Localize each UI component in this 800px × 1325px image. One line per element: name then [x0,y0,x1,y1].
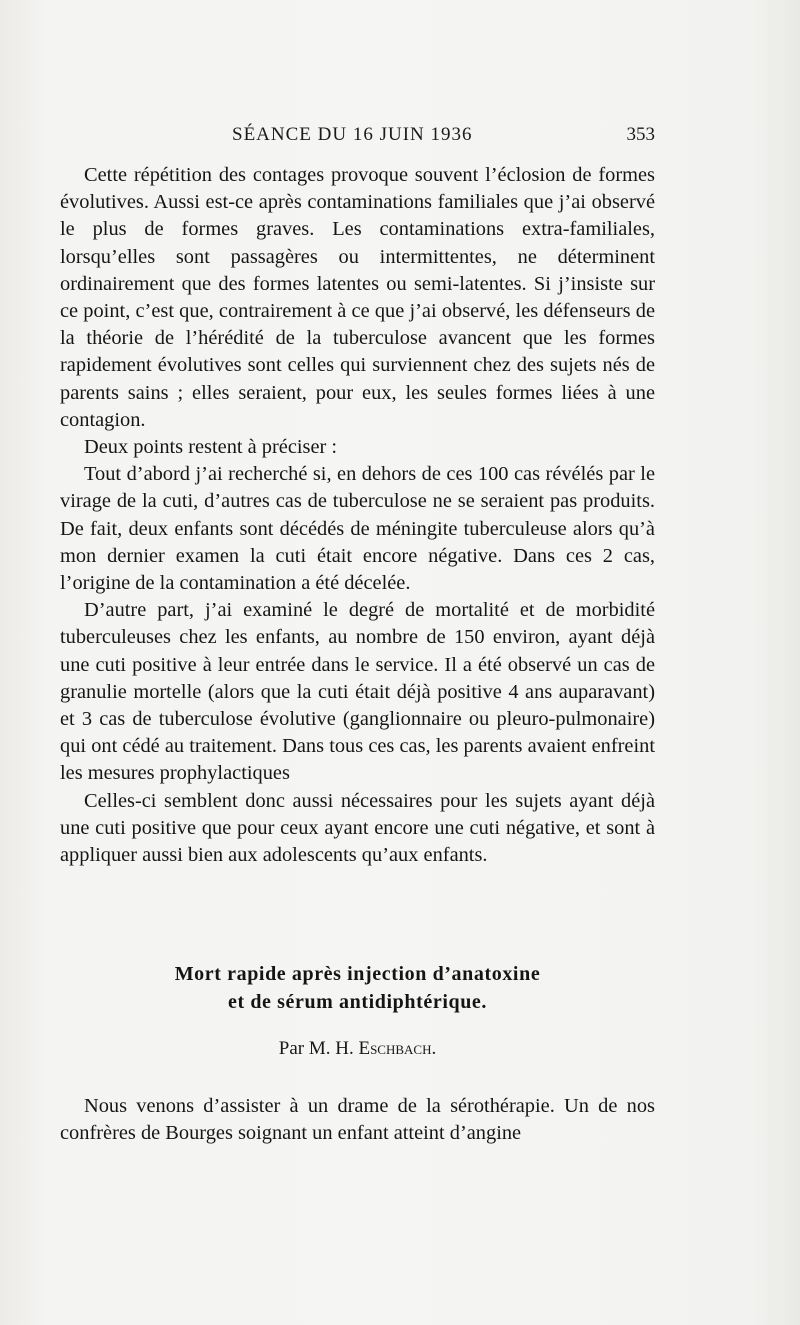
previous-article-text [60,162,655,869]
paragraph: Cette répétition des contages provoque souvent l’éclosion de formes évolutives. Aussi est-ce après contaminations familiales que j’ai observé le plus de formes graves. Les contaminations extra-familiales, lorsqu’elles sont passagères ou intermittentes, ne déterminent ordinairement que des formes latentes ou semi-latentes. Si j’insiste sur ce point, c’est que, contrairement à ce que j’ai observé, les défenseurs de la théorie de l’hérédité de la tuberculose avancent que les formes rapidement évolutives sont celles qui surviennent chez des sujets nés de parents sains ; elles seraient, pour eux, les seules formes liées à une contagion. [60,164,655,431]
article-title-line-2: et de sérum antidiphtérique. [227,991,488,1013]
paragraph: Deux points restent à préciser : [84,436,338,459]
byline-prefix: Par M. H. [278,1038,354,1059]
running-title: SÉANCE DU 16 JUIN 1936 [232,124,473,145]
paragraph: D’autre part, j’ai examiné le degré de mortalité et de morbidité tuberculeuses chez les enfants, au nombre de 150 environ, ayant déjà une cuti positive à leur entrée dans le service. Il a été observé un cas de granulie mortelle (alors que la cuti était déjà positive 4 ans auparavant) et 3 cas de tuberculose évolutive (ganglionnaire ou pleuro-pulmonaire) qui ont cédé au traitement. Dans tous ces cas, les parents avaient enfreint les mesures prophylactiques [60,599,655,785]
paragraph: Tout d’abord j’ai recherché si, en dehors de ces 100 cas révélés par le virage de la cuti, d’autres cas de tuberculose ne se seraient pas produits. De fait, deux enfants sont décédés de méningite tuberculeuse alors qu’à mon dernier examen la cuti était encore négative. Dans ces 2 cas, l’origine de la contamination a été décelée. [60,463,655,595]
article-title [60,960,655,1016]
running-header [60,124,655,154]
paragraph: Nous venons d’assister à un drame de la sérothérapie. Un de nos confrères de Bourges soignant un enfant atteint d’angine [60,1095,655,1145]
page-number: 353 [626,124,655,145]
byline [60,1038,655,1060]
article-title-line-1: Mort rapide après injection d’anatoxine [174,963,541,985]
byline-author: Eschbach. [358,1038,437,1059]
paragraph: Celles-ci semblent donc aussi nécessaires pour les sujets ayant déjà une cuti positive que pour ceux ayant encore une cuti négative, et sont à appliquer aussi bien aux adolescents qu’aux enfants. [60,789,655,867]
new-article-text [60,1093,655,1147]
